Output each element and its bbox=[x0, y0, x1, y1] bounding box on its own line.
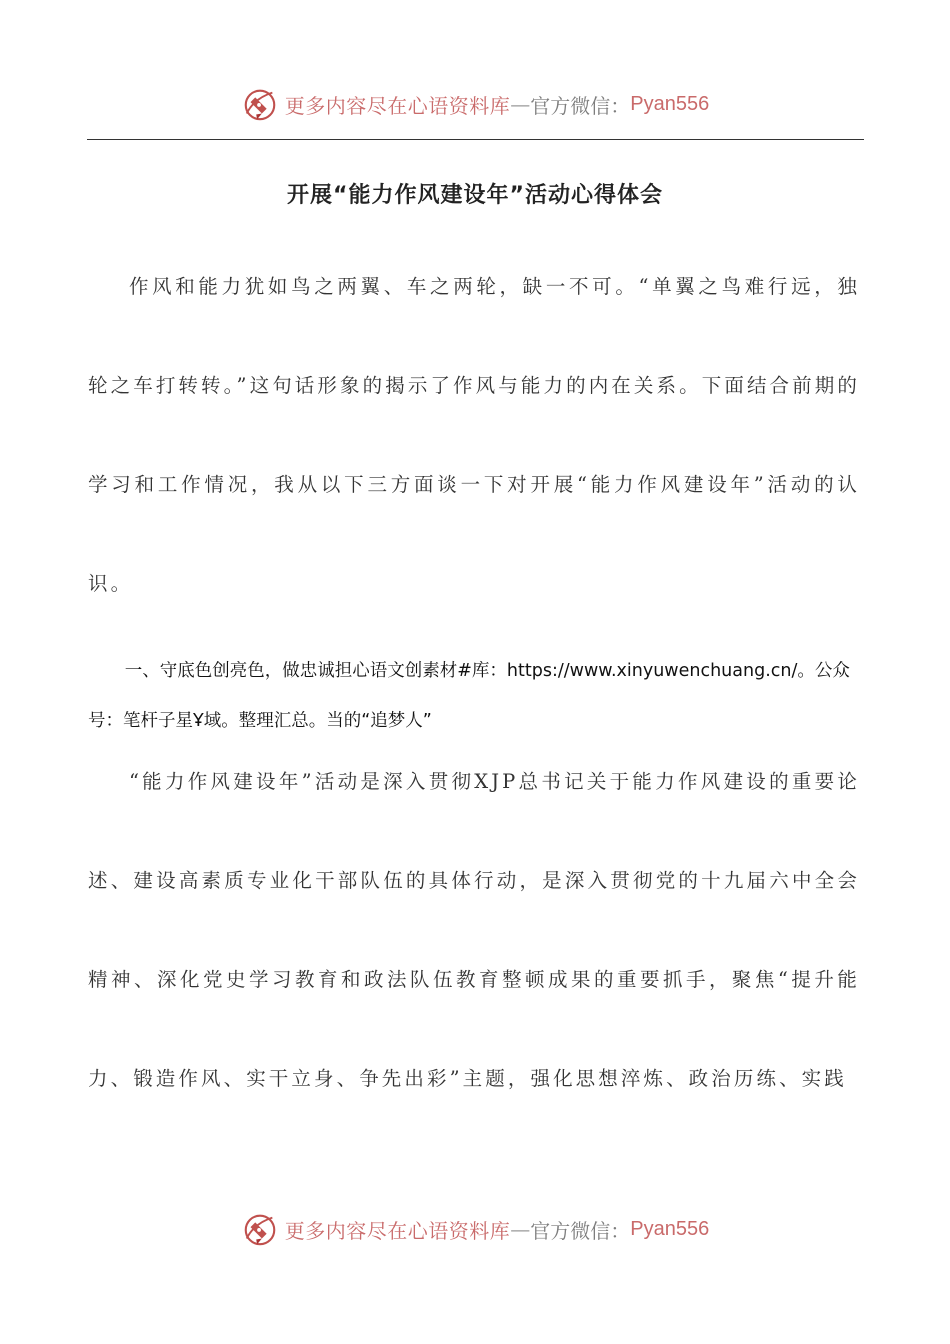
paragraph-intro: 作风和能力犹如鸟之两翼、车之两轮，缺一不可。“单翼之鸟难行远，独轮之车打转转。”这句话形象的揭示了作风与能力的内在关系。下面结合前期的学习和工作情况，我从以下三方面谈一下对开展“能力作风建设年”活动的认识。 bbox=[88, 275, 860, 595]
paragraph-body: “能力作风建设年”活动是深入贯彻XJP总书记关于能力作风建设的重要论述、建设高素质专业化干部队伍的具体行动，是深入贯彻党的十九届六中全会精神、深化党史学习教育和政法队伍教育整顿成果的重要抓手，聚焦“提升能力、锻造作风、实干立身、争先出彩”主题，强化思想淬炼、政治历练、实践 bbox=[88, 770, 860, 1090]
banner-text: 更多内容尽在心语资料库 bbox=[284, 93, 511, 118]
banner-text: 更多内容尽在心语资料库 bbox=[284, 1218, 511, 1243]
pen-nib-logo-icon bbox=[241, 85, 279, 123]
banner-wechat-label: 官方微信： bbox=[530, 93, 631, 118]
section-heading-1: 一、守底色创亮色，做忠诚担心语文创素材#库：https://www.xinyuwenchuang.cn/。公众号：笔杆子星Ұ域。整理汇总。当的“追梦人” bbox=[88, 661, 850, 731]
footer-banner bbox=[0, 1207, 950, 1251]
document-title: 开展“能力作风建设年”活动心得体会 bbox=[287, 183, 663, 208]
banner-wechat-id: Pyan556 bbox=[630, 92, 710, 115]
header-banner bbox=[0, 82, 950, 126]
banner-separator: — bbox=[510, 92, 531, 116]
header-divider bbox=[87, 139, 864, 140]
banner-wechat-id: Pyan556 bbox=[630, 1217, 710, 1240]
pen-nib-logo-icon bbox=[241, 1210, 279, 1248]
banner-separator: — bbox=[510, 1217, 531, 1241]
banner-wechat-label: 官方微信： bbox=[530, 1218, 631, 1243]
